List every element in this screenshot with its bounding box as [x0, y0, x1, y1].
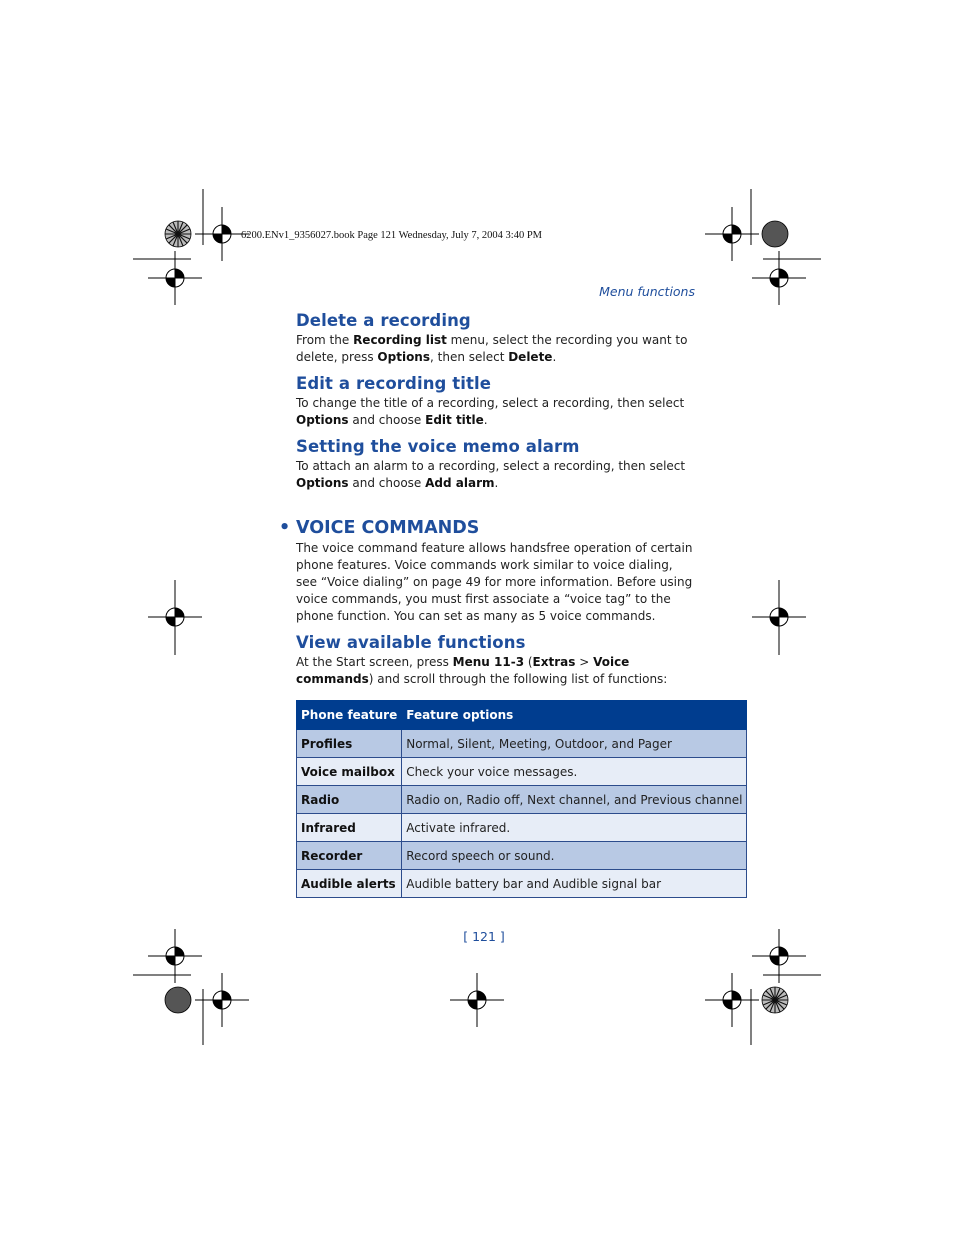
table-row: [297, 786, 747, 814]
table-row: [297, 842, 747, 870]
menu-term: Options: [296, 476, 349, 490]
menu-term: Delete: [508, 350, 553, 364]
registration-target-bottom-center: [450, 973, 504, 1027]
paragraph-view-available-functions: At the Start screen, press Menu 11-3 (Extras > Voice commands) and scroll through the following list of functions:: [296, 655, 668, 686]
menu-term: Recording list: [353, 333, 447, 347]
table-row: [297, 730, 747, 758]
menu-term: Menu 11-3: [452, 655, 525, 669]
heading-view-available-functions: View available functions: [296, 633, 526, 652]
table-cell-feature: Radio: [297, 786, 402, 814]
running-head: Menu functions: [599, 284, 695, 299]
paragraph-delete-recording: From the Recording list menu, select the recording you want to delete, press Options, then select Delete.: [296, 333, 688, 364]
print-header: 6200.ENv1_9356027.book Page 121 Wednesday, July 7, 2004 3:40 PM: [241, 230, 543, 241]
voice-commands-table: [296, 700, 747, 898]
table-cell-options: Normal, Silent, Meeting, Outdoor, and Pager: [402, 730, 747, 758]
table-cell-options: Check your voice messages.: [402, 758, 747, 786]
table-cell-feature: Audible alerts: [297, 870, 402, 898]
page-content: [279, 310, 743, 898]
table-cell-options: Activate infrared.: [402, 814, 747, 842]
menu-term: Voice commands: [296, 655, 630, 686]
table-row: [297, 814, 747, 842]
menu-term: Options: [377, 350, 430, 364]
page-number: [ 121 ]: [463, 929, 505, 944]
heading-voice-commands: • VOICE COMMANDS: [279, 518, 480, 538]
paragraph-voice-memo-alarm: To attach an alarm to a recording, select a recording, then select Options and choose Add alarm.: [296, 459, 686, 490]
registration-dot-bottom-left: [165, 987, 191, 1013]
menu-term: Edit title: [425, 413, 484, 427]
table-row: [297, 870, 747, 898]
table-row: [297, 758, 747, 786]
table-cell-feature: Recorder: [297, 842, 402, 870]
heading-delete-recording: Delete a recording: [296, 311, 471, 330]
paragraph-voice-commands: The voice command feature allows handsfree operation of certain phone features. Voice commands work similar to voice dialing, see “Voice dialing” on page 49 for more information. Before using voice commands, you must first associate a “voice tag” to the phone function. You can set as many as 5 voice commands.: [296, 541, 693, 623]
menu-term: Add alarm: [425, 476, 495, 490]
heading-edit-recording-title: Edit a recording title: [296, 374, 492, 393]
bullet-icon: •: [279, 518, 291, 538]
table-cell-feature: Profiles: [297, 730, 402, 758]
heading-voice-memo-alarm: Setting the voice memo alarm: [296, 437, 580, 456]
registration-star-top-left: [165, 221, 191, 247]
table-header-phone-feature: Phone feature: [297, 701, 402, 730]
table-cell-options: Record speech or sound.: [402, 842, 747, 870]
table-cell-options: Audible battery bar and Audible signal bar: [402, 870, 747, 898]
table-cell-feature: Voice mailbox: [297, 758, 402, 786]
paragraph-edit-recording-title: To change the title of a recording, select a recording, then select Options and choose Edit title.: [296, 396, 685, 427]
registration-dot-top-right: [762, 221, 788, 247]
table-header-feature-options: Feature options: [402, 701, 747, 730]
menu-term: Extras: [532, 655, 576, 669]
table-cell-feature: Infrared: [297, 814, 402, 842]
menu-term: Options: [296, 413, 349, 427]
table-cell-options: Radio on, Radio off, Next channel, and Previous channel: [402, 786, 747, 814]
registration-star-bottom-right: [762, 987, 788, 1013]
table-header-row: [297, 701, 747, 730]
